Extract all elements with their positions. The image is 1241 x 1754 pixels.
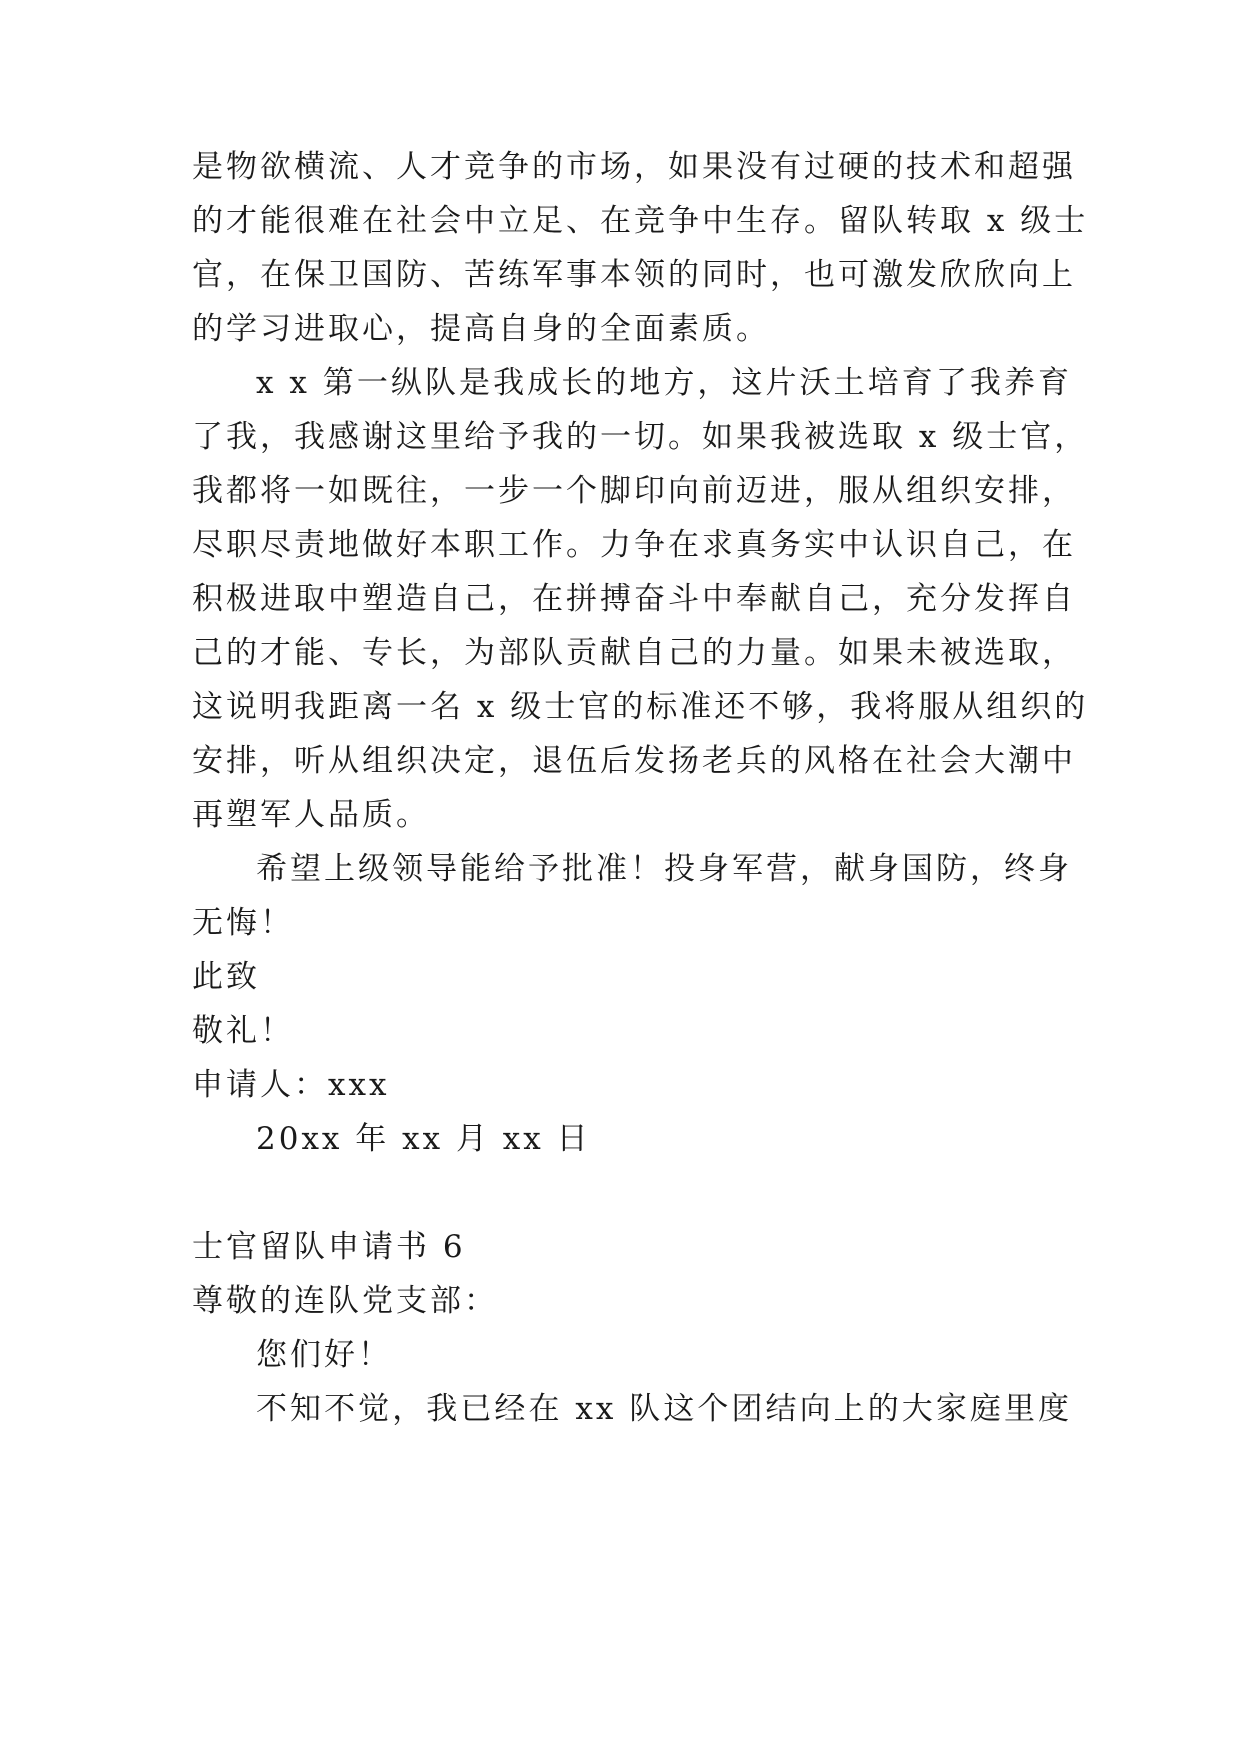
closing-regards: 敬礼！ [192,1013,294,1049]
body-line: 的学习进取心，提高自身的全面素质。 [192,311,770,347]
letter-addressee: 尊敬的连队党支部： [192,1283,498,1319]
body-line: 尽职尽责地做好本职工作。力争在求真务实中认识自己，在 [192,527,1076,563]
body-line: 积极进取中塑造自己，在拼搏奋斗中奉献自己，充分发挥自 [192,581,1076,617]
body-line: 我都将一如既往，一步一个脚印向前迈进，服从组织安排， [192,473,1076,509]
body-line: 的才能很难在社会中立足、在竞争中生存。留队转取 x 级士 [192,203,1089,239]
body-line: 再塑军人品质。 [192,797,430,833]
section-title: 士官留队申请书 6 [192,1229,466,1265]
body-line: 希望上级领导能给予批准！投身军营，献身国防，终身 [256,851,1072,887]
body-line: 这说明我距离一名 x 级士官的标准还不够，我将服从组织的 [192,689,1089,725]
letter-greeting: 您们好！ [256,1337,392,1373]
signature-date: 20xx 年 xx 月 xx 日 [256,1121,591,1157]
closing-salutation: 此致 [192,959,260,995]
body-line: 了我，我感谢这里给予我的一切。如果我被选取 x 级士官， [192,419,1089,455]
applicant-signature: 申请人：xxx [192,1067,390,1103]
body-line: 是物欲横流、人才竞争的市场，如果没有过硬的技术和超强 [192,149,1076,185]
body-line: 安排，听从组织决定，退伍后发扬老兵的风格在社会大潮中 [192,743,1076,779]
body-line: 官，在保卫国防、苦练军事本领的同时，也可激发欣欣向上 [192,257,1076,293]
body-line: 己的才能、专长，为部队贡献自己的力量。如果未被选取， [192,635,1076,671]
body-line: 无悔！ [192,905,294,941]
body-line: 不知不觉，我已经在 xx 队这个团结向上的大家庭里度 [256,1391,1072,1427]
body-line: x x 第一纵队是我成长的地方，这片沃土培育了我养育 [256,365,1072,401]
